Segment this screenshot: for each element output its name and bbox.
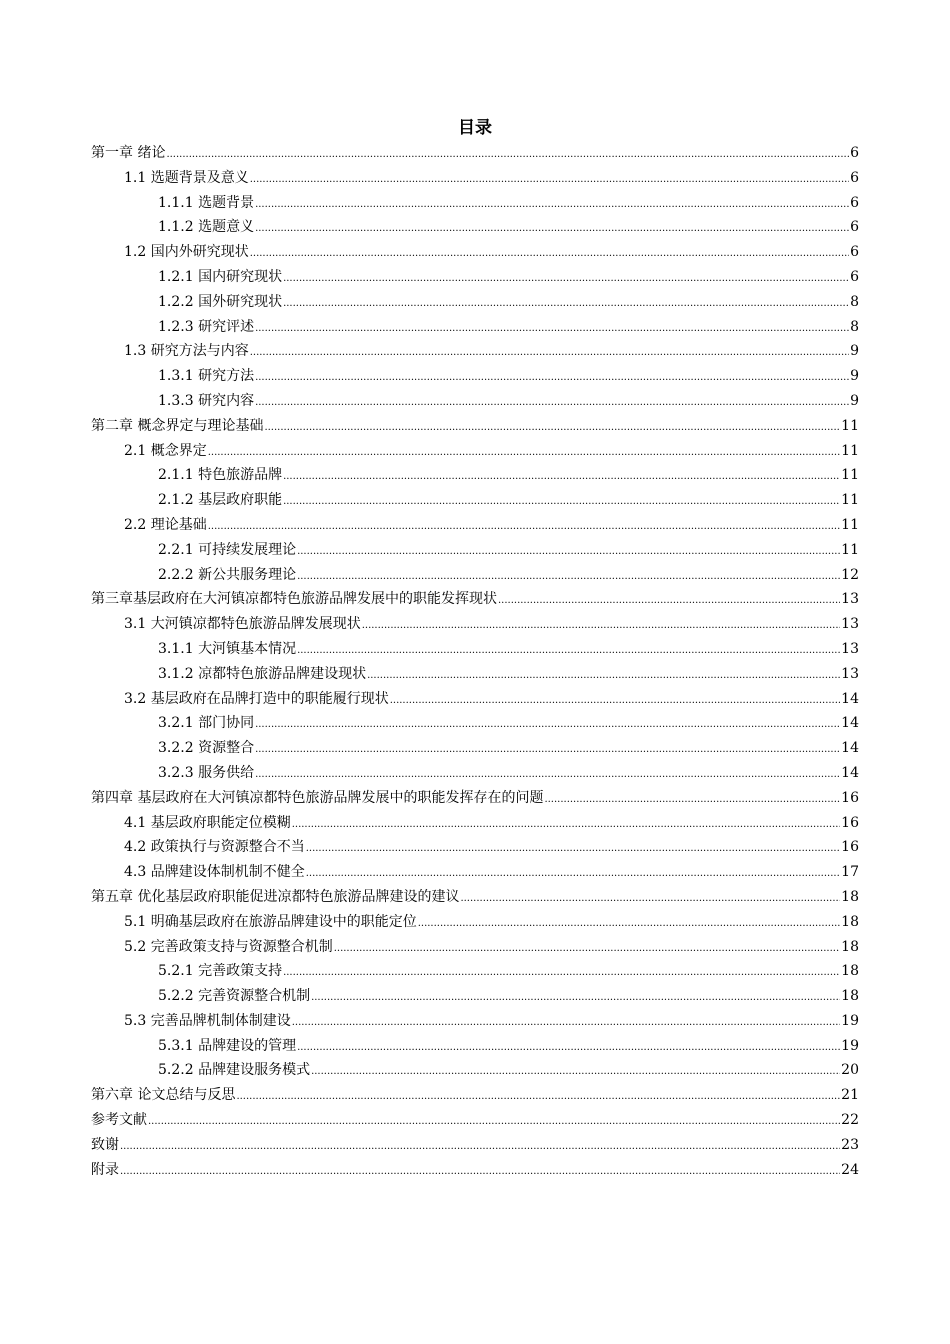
toc-entry-page-number: 6 — [850, 169, 859, 186]
toc-entry[interactable] — [91, 191, 859, 216]
toc-entry-label: 2.2.1 可持续发展理论 — [158, 541, 297, 558]
toc-dot-leader — [297, 1036, 840, 1061]
table-of-contents — [91, 141, 859, 1182]
toc-entry-page-number: 6 — [850, 194, 859, 211]
toc-entry[interactable] — [91, 835, 859, 860]
toc-entry-label: 2.1.1 特色旅游品牌 — [158, 467, 283, 484]
toc-dot-leader — [283, 465, 840, 490]
toc-entry-page-number: 14 — [841, 690, 859, 707]
toc-entry-page-number: 16 — [841, 789, 859, 806]
toc-dot-leader — [166, 143, 849, 168]
toc-entry[interactable] — [91, 563, 859, 588]
toc-dot-leader — [297, 540, 840, 565]
toc-entry[interactable] — [91, 1083, 859, 1108]
toc-entry-label: 5.2 完善政策支持与资源整合机制 — [124, 938, 333, 955]
toc-dot-leader — [418, 912, 840, 937]
toc-entry-page-number: 11 — [841, 541, 859, 558]
toc-dot-leader — [148, 1110, 840, 1135]
toc-entry[interactable] — [91, 488, 859, 513]
toc-entry-page-number: 9 — [850, 392, 859, 409]
toc-entry-page-number: 18 — [841, 988, 859, 1005]
toc-entry[interactable] — [91, 885, 859, 910]
toc-entry-page-number: 21 — [841, 1087, 859, 1104]
toc-entry[interactable] — [91, 687, 859, 712]
toc-entry[interactable] — [91, 215, 859, 240]
toc-entry[interactable] — [91, 587, 859, 612]
toc-dot-leader — [264, 416, 840, 441]
toc-entry[interactable] — [91, 414, 859, 439]
toc-entry[interactable] — [91, 860, 859, 885]
toc-entry[interactable] — [91, 389, 859, 414]
toc-dot-leader — [120, 1135, 840, 1160]
toc-dot-leader — [250, 242, 849, 267]
toc-entry-page-number: 22 — [841, 1112, 859, 1129]
toc-entry[interactable] — [91, 984, 859, 1009]
toc-dot-leader — [283, 292, 849, 317]
toc-entry-label: 5.2.2 完善资源整合机制 — [158, 988, 311, 1005]
toc-entry[interactable] — [91, 315, 859, 340]
toc-entry-label: 5.1 明确基层政府在旅游品牌建设中的职能定位 — [124, 913, 417, 930]
toc-entry-label: 3.2.1 部门协同 — [158, 715, 255, 732]
toc-entry-page-number: 13 — [841, 665, 859, 682]
toc-entry-page-number: 14 — [841, 740, 859, 757]
toc-entry-label: 第六章 论文总结与反思 — [91, 1087, 236, 1104]
toc-entry-label: 2.2 理论基础 — [124, 516, 207, 533]
toc-entry[interactable] — [91, 141, 859, 166]
toc-entry[interactable] — [91, 1058, 859, 1083]
toc-dot-leader — [498, 589, 840, 614]
toc-entry[interactable] — [91, 910, 859, 935]
toc-entry-label: 2.2.2 新公共服务理论 — [158, 566, 297, 583]
toc-entry[interactable] — [91, 166, 859, 191]
toc-entry-label: 5.2.2 品牌建设服务模式 — [158, 1062, 311, 1079]
toc-entry-label: 4.3 品牌建设体制机制不健全 — [124, 864, 305, 881]
toc-entry-label: 3.2.3 服务供给 — [158, 764, 255, 781]
toc-entry[interactable] — [91, 1034, 859, 1059]
toc-entry-label: 1.2.3 研究评述 — [158, 318, 255, 335]
page-title: 目录 — [458, 118, 492, 138]
toc-dot-leader — [283, 961, 840, 986]
toc-entry-page-number: 17 — [841, 864, 859, 881]
toc-entry[interactable] — [91, 339, 859, 364]
toc-dot-leader — [311, 986, 840, 1011]
toc-dot-leader — [390, 689, 840, 714]
toc-entry-page-number: 19 — [841, 1012, 859, 1029]
toc-entry-page-number: 9 — [850, 343, 859, 360]
toc-entry-page-number: 8 — [850, 293, 859, 310]
toc-dot-leader — [297, 565, 840, 590]
toc-entry[interactable] — [91, 265, 859, 290]
toc-entry-page-number: 18 — [841, 888, 859, 905]
toc-dot-leader — [120, 1160, 840, 1185]
toc-entry[interactable] — [91, 761, 859, 786]
toc-dot-leader — [367, 664, 840, 689]
toc-dot-leader — [334, 937, 840, 962]
toc-dot-leader — [306, 862, 840, 887]
toc-dot-leader — [460, 887, 840, 912]
toc-dot-leader — [236, 1085, 840, 1110]
toc-entry[interactable] — [91, 1133, 859, 1158]
toc-entry-label: 第三章基层政府在大河镇凉都特色旅游品牌发展中的职能发挥现状 — [91, 591, 497, 608]
toc-entry-page-number: 18 — [841, 938, 859, 955]
toc-entry-label: 3.2 基层政府在品牌打造中的职能履行现状 — [124, 690, 389, 707]
toc-entry[interactable] — [91, 513, 859, 538]
toc-entry-page-number: 11 — [841, 516, 859, 533]
toc-entry-label: 第一章 绪论 — [91, 145, 166, 161]
toc-entry[interactable] — [91, 364, 859, 389]
toc-entry-label: 3.1.1 大河镇基本情况 — [158, 640, 297, 657]
toc-entry[interactable] — [91, 439, 859, 464]
toc-entry-page-number: 12 — [841, 566, 859, 583]
toc-entry[interactable] — [91, 538, 859, 563]
toc-entry-page-number: 11 — [841, 442, 859, 459]
toc-entry-page-number: 6 — [850, 145, 859, 161]
toc-dot-leader — [362, 614, 840, 639]
toc-entry-page-number: 14 — [841, 715, 859, 732]
toc-dot-leader — [306, 837, 840, 862]
toc-entry-label: 1.2 国内外研究现状 — [124, 244, 249, 261]
toc-entry-label: 附录 — [91, 1161, 119, 1178]
toc-dot-leader — [208, 441, 840, 466]
toc-entry[interactable] — [91, 1108, 859, 1133]
toc-entry[interactable] — [91, 463, 859, 488]
toc-entry-page-number: 6 — [850, 219, 859, 236]
toc-entry-page-number: 13 — [841, 640, 859, 657]
toc-entry-label: 1.3 研究方法与内容 — [124, 343, 249, 360]
toc-entry-label: 2.1.2 基层政府职能 — [158, 492, 283, 509]
toc-dot-leader — [255, 763, 840, 788]
toc-dot-leader — [283, 267, 849, 292]
toc-dot-leader — [250, 341, 849, 366]
toc-entry-page-number: 13 — [841, 616, 859, 633]
toc-dot-leader — [250, 168, 849, 193]
toc-dot-leader — [297, 639, 840, 664]
toc-entry-label: 第五章 优化基层政府职能促进凉都特色旅游品牌建设的建议 — [91, 888, 460, 905]
toc-entry-label: 4.2 政策执行与资源整合不当 — [124, 839, 305, 856]
toc-dot-leader — [255, 366, 849, 391]
toc-entry-page-number: 18 — [841, 913, 859, 930]
toc-entry-label: 1.2.1 国内研究现状 — [158, 268, 283, 285]
toc-dot-leader — [255, 391, 849, 416]
toc-entry-page-number: 16 — [841, 839, 859, 856]
toc-dot-leader — [292, 813, 840, 838]
toc-entry-label: 5.3.1 品牌建设的管理 — [158, 1037, 297, 1054]
toc-entry-page-number: 18 — [841, 963, 859, 980]
toc-entry-label: 1.1 选题背景及意义 — [124, 169, 249, 186]
toc-entry[interactable] — [91, 711, 859, 736]
toc-entry-page-number: 6 — [850, 244, 859, 261]
toc-dot-leader — [255, 217, 849, 242]
toc-entry-page-number: 9 — [850, 368, 859, 385]
toc-entry-page-number: 8 — [850, 318, 859, 335]
toc-dot-leader — [311, 1060, 840, 1085]
toc-entry-page-number: 19 — [841, 1037, 859, 1054]
toc-entry-label: 1.3.3 研究内容 — [158, 392, 255, 409]
toc-entry-page-number: 13 — [841, 591, 859, 608]
toc-entry[interactable] — [91, 1009, 859, 1034]
toc-entry-page-number: 23 — [841, 1136, 859, 1153]
toc-entry-page-number: 11 — [841, 492, 859, 509]
toc-entry[interactable] — [91, 811, 859, 836]
toc-dot-leader — [255, 317, 849, 342]
toc-entry[interactable] — [91, 786, 859, 811]
toc-entry[interactable] — [91, 240, 859, 265]
toc-entry-page-number: 16 — [841, 814, 859, 831]
toc-entry-page-number: 24 — [841, 1161, 859, 1178]
toc-dot-leader — [255, 713, 840, 738]
toc-entry-page-number: 11 — [841, 467, 859, 484]
toc-dot-leader — [292, 1011, 840, 1036]
toc-dot-leader — [283, 490, 840, 515]
toc-entry-label: 5.2.1 完善政策支持 — [158, 963, 283, 980]
toc-entry[interactable] — [91, 637, 859, 662]
toc-entry-label: 1.1.1 选题背景 — [158, 194, 255, 211]
toc-entry-label: 致谢 — [91, 1136, 119, 1153]
toc-entry-page-number: 20 — [841, 1062, 859, 1079]
toc-entry-page-number: 14 — [841, 764, 859, 781]
toc-entry-label: 1.2.2 国外研究现状 — [158, 293, 283, 310]
toc-entry-label: 参考文献 — [91, 1112, 147, 1129]
toc-entry[interactable] — [91, 662, 859, 687]
toc-entry-label: 第四章 基层政府在大河镇凉都特色旅游品牌发展中的职能发挥存在的问题 — [91, 789, 544, 806]
toc-dot-leader — [255, 738, 840, 763]
toc-dot-leader — [208, 515, 840, 540]
toc-dot-leader — [255, 193, 849, 218]
toc-entry-label: 4.1 基层政府职能定位模糊 — [124, 814, 291, 831]
toc-entry-label: 3.1.2 凉都特色旅游品牌建设现状 — [158, 665, 367, 682]
toc-entry-label: 1.3.1 研究方法 — [158, 368, 255, 385]
toc-entry-page-number: 6 — [850, 268, 859, 285]
toc-entry-label: 第二章 概念界定与理论基础 — [91, 417, 264, 434]
toc-entry-label: 5.3 完善品牌机制体制建设 — [124, 1012, 291, 1029]
toc-entry-label: 3.2.2 资源整合 — [158, 740, 255, 757]
toc-entry-label: 1.1.2 选题意义 — [158, 219, 255, 236]
toc-entry[interactable] — [91, 1158, 859, 1183]
toc-entry[interactable] — [91, 290, 859, 315]
toc-entry[interactable] — [91, 736, 859, 761]
toc-entry[interactable] — [91, 612, 859, 637]
toc-entry[interactable] — [91, 959, 859, 984]
toc-entry-page-number: 11 — [841, 417, 859, 434]
toc-entry-label: 2.1 概念界定 — [124, 442, 207, 459]
toc-entry-label: 3.1 大河镇凉都特色旅游品牌发展现状 — [124, 616, 361, 633]
toc-entry[interactable] — [91, 935, 859, 960]
toc-dot-leader — [544, 788, 840, 813]
